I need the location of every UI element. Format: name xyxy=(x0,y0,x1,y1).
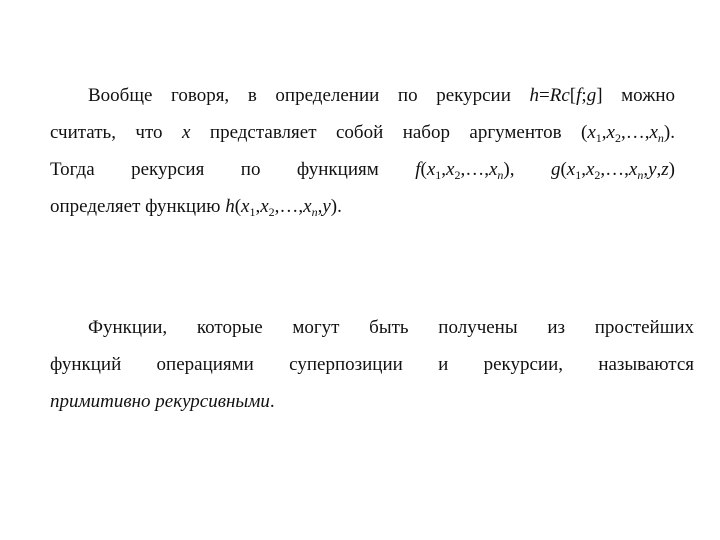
text-line: Функции, которые могут быть получены из простейших xyxy=(88,317,694,338)
text-line: определяет функцию $h(x_1,x_2,\dots,x_n,y)$. xyxy=(50,196,342,219)
text-line: Тогда рекурсия по функциям $f(x_1,x_2,\dots,x_n)$, $g(x_1,x_2,\dots,x_n,y,z)$ xyxy=(50,159,675,182)
paragraph-recursion-definition xyxy=(50,77,675,225)
text-line: функций операциями суперпозиции и рекурсии, называются xyxy=(50,354,694,375)
text-line: считать, что x представляет собой набор аргументов $(x_1,x_2,\dots,x_n)$. xyxy=(50,122,675,145)
text-line: примитивно рекурсивными. xyxy=(50,391,275,412)
text-line: Вообще говоря, в определении по рекурсии h=Rc[f;g] можно xyxy=(88,85,675,106)
paragraph-primitive-recursive xyxy=(50,309,694,420)
